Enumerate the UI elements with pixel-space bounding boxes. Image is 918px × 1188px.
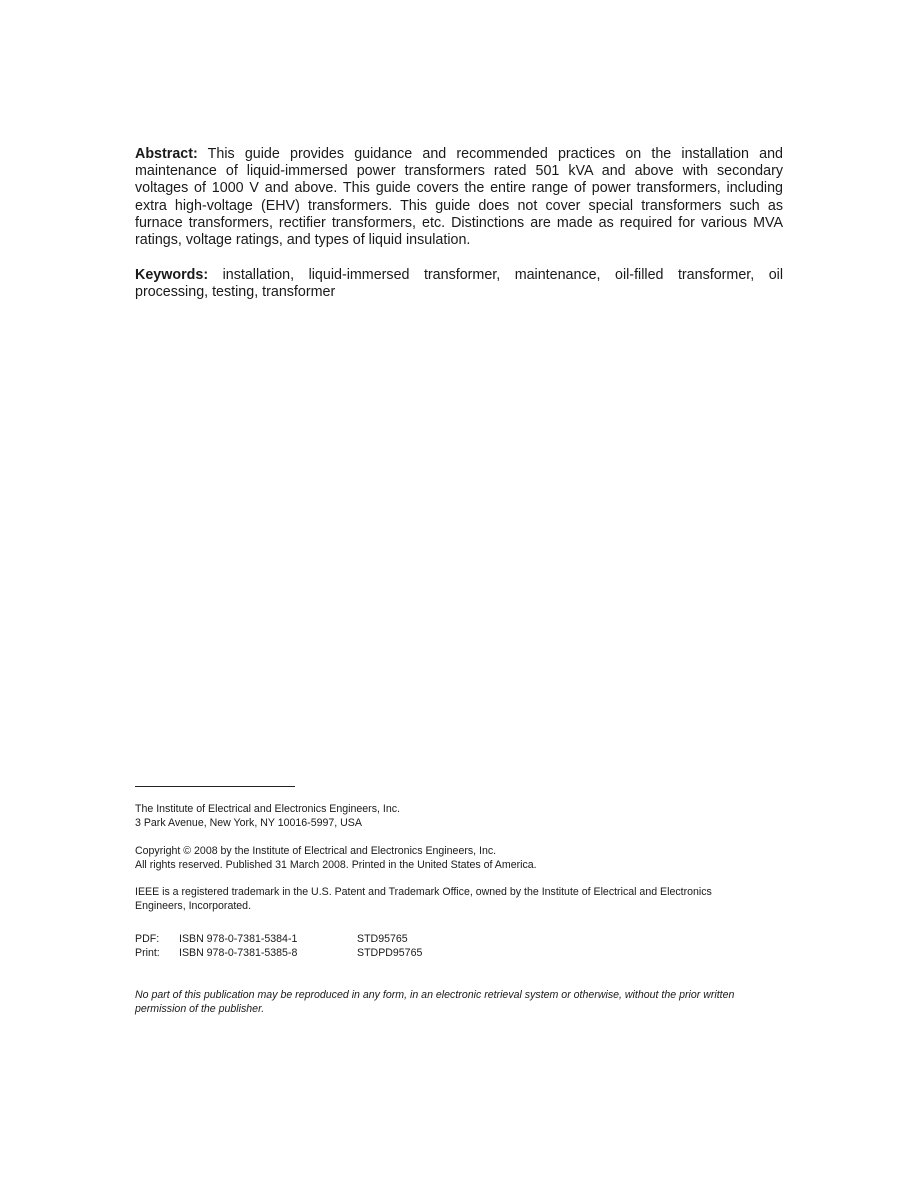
isbn-number: ISBN 978-0-7381-5385-8: [179, 947, 298, 959]
isbn-format: PDF:: [135, 933, 160, 945]
keywords-label: Keywords:: [135, 267, 209, 283]
copyright-line-2: All rights reserved. Published 31 March 2008. Printed in the United States of America.: [135, 859, 537, 871]
notice-line-1: No part of this publication may be reproduced in any form, in an electronic retrieval system or otherwise, without the prior written: [135, 989, 735, 1001]
trademark-line-1: IEEE is a registered trademark in the U.S. Patent and Trademark Office, owned by the Institute of Electrical and Electronics: [135, 886, 712, 898]
abstract-label: Abstract:: [135, 146, 198, 162]
isbn-row-pdf: [135, 932, 477, 946]
copyright-line-1: Copyright © 2008 by the Institute of Electrical and Electronics Engineers, Inc.: [135, 845, 497, 857]
publisher-info: [135, 802, 815, 830]
publisher-name: The Institute of Electrical and Electronics Engineers, Inc.: [135, 803, 400, 815]
isbn-code: STD95765: [357, 933, 408, 945]
abstract-paragraph: [135, 146, 783, 249]
isbn-number: ISBN 978-0-7381-5384-1: [179, 933, 298, 945]
copyright-notice: [135, 844, 815, 872]
isbn-row-print: [135, 946, 477, 960]
isbn-format: Print:: [135, 947, 160, 959]
keywords-paragraph: [135, 267, 783, 301]
trademark-notice: [135, 885, 815, 913]
trademark-line-2: Engineers, Incorporated.: [135, 900, 252, 912]
footnote-divider: [135, 786, 295, 787]
keywords-text: installation, liquid-immersed transformer, maintenance, oil-filled transformer, oil processing, testing, transformer: [135, 267, 783, 301]
notice-line-2: permission of the publisher.: [135, 1003, 265, 1015]
reproduction-notice: [135, 988, 825, 1016]
isbn-code: STDPD95765: [357, 947, 423, 959]
abstract-text: This guide provides guidance and recommended practices on the installation and maintenance of liquid-immersed power transformers rated 501 kVA and above with secondary voltages of 1000 V and above. This guide covers the entire range of power transformers, including extra high-voltage (EHV) transformers. This guide does not cover special transformers such as furnace transformers, rectifier transformers, etc. Distinctions are made as required for various MVA ratings, voltage ratings, and types of liquid insulation.: [135, 146, 783, 249]
publisher-address: 3 Park Avenue, New York, NY 10016-5997, USA: [135, 817, 362, 829]
isbn-table: [135, 932, 477, 960]
